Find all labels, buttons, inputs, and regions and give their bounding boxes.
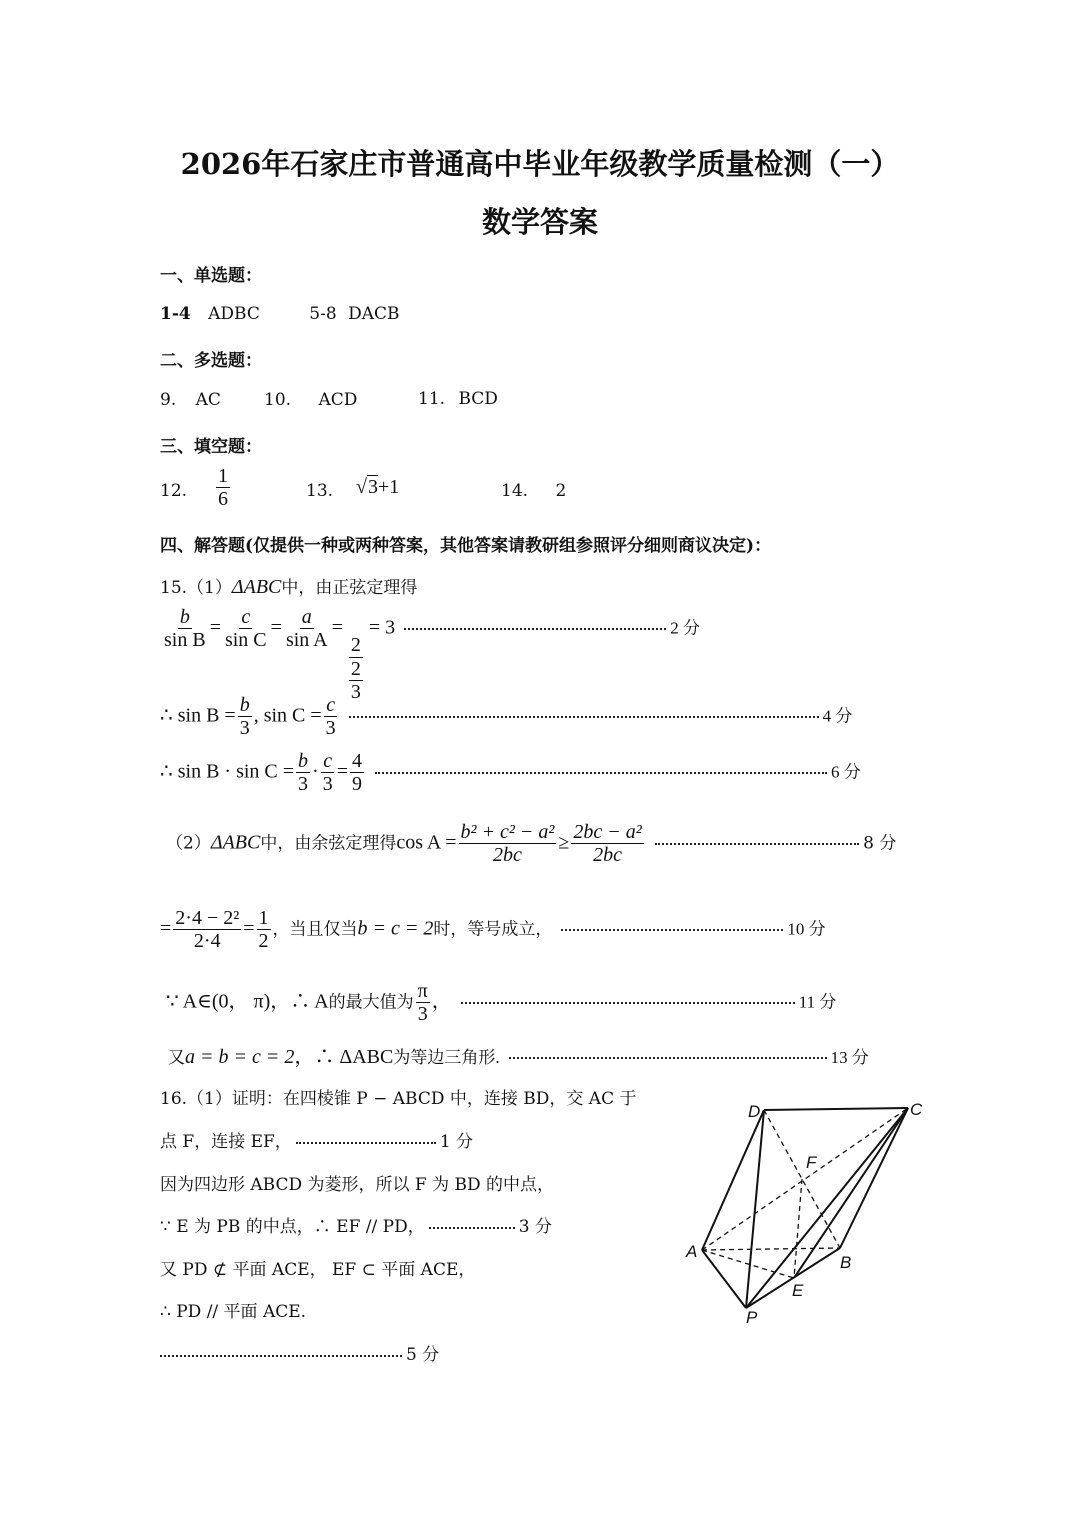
- eq1-num-4: 2: [350, 634, 361, 657]
- eq4-triangle: ΔABC: [210, 831, 261, 854]
- q16-line-4: [160, 1212, 552, 1237]
- eq1-equals-2: =: [270, 616, 282, 639]
- point-F: F: [806, 1153, 817, 1172]
- q11-answer: BCD: [458, 389, 498, 409]
- q10-answer: ACD: [318, 390, 358, 410]
- vertex-D: D: [748, 1102, 761, 1121]
- q13-label: 13.: [306, 481, 334, 501]
- q12-numerator: 1: [218, 465, 228, 487]
- eq1-score: 2 分: [670, 618, 700, 638]
- eq6-prefix: ∵ A∈(0， π)，∴ A: [166, 990, 329, 1013]
- q5-8-label: 5-8: [309, 304, 337, 324]
- point-E: E: [792, 1281, 804, 1300]
- q13-radicand: 3: [367, 476, 378, 498]
- page-subtitle: 数学答案: [481, 205, 598, 239]
- q15-eq4: [166, 821, 896, 867]
- eq1-result: = 3: [368, 616, 396, 639]
- section-single-choice: 一、单选题：: [160, 266, 262, 286]
- eq7-mid: ，∴ ΔABC: [294, 1046, 394, 1068]
- q16-line-5: 又 PD ⊄ 平面 ACE， EF ⊂ 平面 ACE，: [160, 1260, 476, 1280]
- q16-line-6: ∴ PD // 平面 ACE.: [160, 1302, 307, 1322]
- q15-eq2: [160, 694, 852, 740]
- eq5-condition: b = c = 2: [357, 917, 434, 940]
- eq4-part: （2）: [166, 833, 211, 854]
- q16-score-1: 1 分: [439, 1132, 474, 1152]
- eq3-score: 6 分: [830, 762, 861, 782]
- pyramid-figure: [680, 1090, 940, 1330]
- q14-answer: 2: [555, 481, 567, 501]
- q15-eq5: [160, 907, 826, 953]
- q15-number: 15.: [160, 578, 188, 598]
- eq3-num-3: 4: [351, 750, 362, 772]
- section-solutions: 四、解答题(仅提供一种或两种答案，其他答案请教研组参照评分细则商议决定)：: [160, 536, 772, 556]
- q15-eq3: [160, 750, 861, 796]
- eq5-num-2: 1: [258, 907, 269, 929]
- q15-intro-text: 中，由正弦定理得: [281, 578, 418, 598]
- eq7-prefix: 又: [168, 1048, 185, 1067]
- eq5-num-1: 2·4 − 2²: [175, 907, 240, 929]
- eq5-den-2: 2: [258, 930, 269, 953]
- eq2-num-1: b: [239, 694, 250, 716]
- answer-q11: [418, 389, 498, 409]
- q13-rest: +1: [377, 476, 400, 498]
- vertex-C: C: [910, 1100, 923, 1119]
- q14-label: 14.: [501, 481, 529, 501]
- eq2-score: 4 分: [822, 706, 853, 726]
- eq1-den-3: sin A: [285, 629, 328, 652]
- eq4-score: 8 分: [863, 833, 897, 854]
- eq5-equals-2: =: [243, 917, 255, 940]
- q16-line-3: 因为四边形 ABCD 为菱形，所以 F 为 BD 的中点，: [160, 1175, 555, 1195]
- eq5-score: 10 分: [787, 919, 826, 939]
- eq4-den-2: 2bc: [593, 844, 622, 867]
- q1-4-label: 1-4: [160, 304, 191, 324]
- eq5-text-1: ，当且仅当: [272, 919, 358, 939]
- eq6-num: π: [417, 980, 428, 1002]
- eq7-text: 为等边三角形.: [393, 1048, 500, 1067]
- q16-line-2: [160, 1127, 473, 1152]
- eq1-num-1: b: [179, 606, 190, 628]
- section-fill-blank: 三、填空题：: [160, 437, 262, 457]
- q13-answer: √3+1: [356, 476, 400, 498]
- q5-8-answer: DACB: [348, 304, 400, 324]
- answer-q14: [501, 481, 566, 501]
- q16-line-1: 16.（1）证明：在四棱锥 P − ABCD 中，连接 BD，交 AC 于: [160, 1089, 637, 1109]
- q16-score-3: 3 分: [518, 1217, 552, 1237]
- section-multi-choice: 二、多选题：: [160, 351, 262, 371]
- eq4-den-1: 2bc: [493, 844, 522, 867]
- answer-row-1-4: [160, 304, 399, 324]
- eq1-den-2: sin C: [224, 629, 267, 652]
- q16-line-7: [160, 1340, 439, 1365]
- q15-intro: [160, 573, 417, 599]
- eq5-den-1: 2·4: [193, 930, 221, 953]
- eq5-text-2: 时，等号成立，: [433, 919, 553, 939]
- q16-line-4-text: ∵ E 为 PB 的中点，∴ EF // PD，: [160, 1217, 425, 1237]
- q15-part: （1）: [187, 578, 232, 598]
- eq6-den: 3: [417, 1003, 428, 1026]
- eq4-cos: cos A =: [396, 831, 457, 854]
- eq3-num-2: c: [323, 750, 333, 772]
- eq3-equals: =: [336, 760, 348, 783]
- eq4-text: 中，由余弦定理得: [260, 833, 397, 854]
- eq1-inner-den: 3: [350, 681, 361, 704]
- answer-q10: [264, 390, 357, 410]
- eq2-prefix: ∴ sin B =: [160, 704, 236, 727]
- eq1-num-2: c: [241, 606, 251, 628]
- eq3-dot: ·: [312, 760, 319, 783]
- eq2-den-2: 3: [325, 717, 336, 740]
- q15-eq7: [168, 1040, 869, 1069]
- eq7-condition: a = b = c = 2: [185, 1046, 295, 1068]
- eq6-post: ，: [431, 990, 452, 1013]
- q9-label: 9.: [160, 390, 177, 410]
- eq2-num-2: c: [326, 694, 336, 716]
- vertex-P: P: [746, 1308, 758, 1327]
- q10-label: 10.: [264, 390, 292, 410]
- eq3-den-3: 9: [351, 773, 362, 796]
- eq1-equals-3: =: [331, 616, 343, 639]
- eq3-den-2: 3: [322, 773, 333, 796]
- q12-answer: [214, 465, 232, 511]
- eq6-score: 11 分: [798, 992, 837, 1012]
- page-title: 2026年石家庄市普通高中毕业年级教学质量检测（一）: [180, 147, 900, 181]
- eq3-num-1: b: [298, 750, 309, 772]
- eq7-score: 13 分: [830, 1048, 869, 1067]
- eq4-ge: ≥: [558, 831, 570, 854]
- eq2-mid: , sin C =: [253, 704, 322, 727]
- eq4-num-2: 2bc − a²: [573, 821, 642, 843]
- q11-label: 11.: [418, 389, 446, 409]
- eq1-den-1: sin B: [164, 629, 206, 652]
- eq1-inner-num: 2: [350, 657, 361, 680]
- eq3-prefix: ∴ sin B · sin C =: [160, 760, 295, 783]
- eq4-num-1: b² + c² − a²: [460, 821, 555, 843]
- eq2-den-1: 3: [239, 717, 250, 740]
- eq1-equals-1: =: [209, 616, 221, 639]
- q12-label: 12.: [160, 481, 188, 501]
- q16-line-2-text: 点 F，连接 EF，: [160, 1132, 292, 1152]
- eq6-text: 的最大值为: [328, 992, 414, 1012]
- q15-triangle: ΔABC: [231, 576, 282, 598]
- vertex-B: B: [840, 1253, 852, 1272]
- answer-q9: [160, 390, 221, 410]
- eq1-num-3: a: [301, 606, 312, 628]
- eq5-equals-1: =: [160, 917, 172, 940]
- q16-score-5: 5 分: [406, 1345, 440, 1365]
- q15-eq1: [160, 606, 700, 704]
- q12-denominator: 6: [218, 488, 228, 511]
- eq3-den-1: 3: [298, 773, 309, 796]
- q9-answer: AC: [195, 390, 221, 410]
- vertex-A: A: [686, 1242, 698, 1261]
- q15-eq6: [166, 980, 836, 1026]
- q1-4-answer: ADBC: [208, 304, 260, 324]
